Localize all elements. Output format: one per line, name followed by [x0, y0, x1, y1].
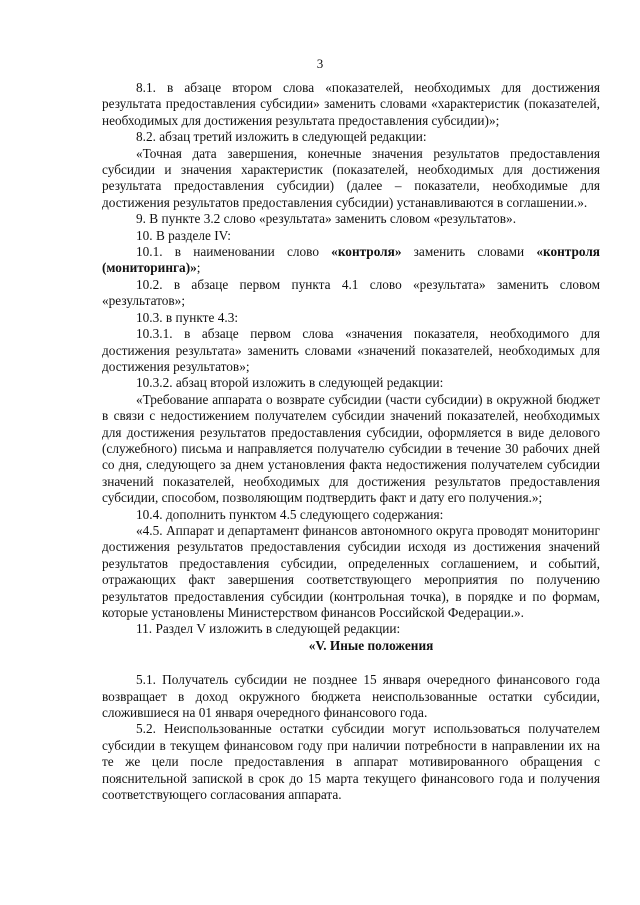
paragraph-5-1: 5.1. Получатель субсидии не позднее 15 января очередного финансового года возвращает в доход окружного бюджета неиспользованные остатки субсидии, сложившиеся на 01 января очередного финансового года.: [102, 672, 600, 721]
paragraph-8-1: 8.1. в абзаце втором слова «показателей, необходимых для достижения результата предоставления субсидии» заменить словами «характеристик (показателей, необходимых для достижения результата предоставления субсидии)»;: [102, 80, 600, 128]
paragraph-10-1: [102, 244, 600, 277]
document-body: [102, 80, 600, 803]
paragraph-8-2: 8.2. абзац третий изложить в следующей редакции:: [136, 129, 427, 145]
paragraph-10-4-quote: «4.5. Аппарат и департамент финансов автономного округа проводят мониторинг достижения результатов предоставления субсидии исходя из достижения значений результатов предоставления субсидии, определенных соглашением, и событий, отражающих факт завершения соответствующего мероприятия по получению результатов предоставления субсидии (контрольная точка), в порядке и по формам, которые установлены Министерством финансов Российской Федерации.».: [102, 522, 600, 620]
paragraph-5-2: 5.2. Неиспользованные остатки субсидии могут использоваться получателем субсидии в текущем финансовом году при наличии потребности в направлении их на те же цели после предоставления в аппарат мотивированного обращения с пояснительной запиской в срок до 15 марта текущего финансового года и получения соответствующего согласования аппарата.: [102, 721, 600, 803]
paragraph-9: 9. В пункте 3.2 слово «результата» заменить словом «результатов».: [136, 211, 517, 227]
p10-1-text-c: заменить словами: [401, 244, 537, 260]
paragraph-10-3-1: 10.3.1. в абзаце первом слова «значения показателя, необходимого для достижения результата» заменить словами «значений показателей, необходимых для достижения результатов»;: [102, 326, 600, 374]
paragraph-10-2: 10.2. в абзаце первом пункта 4.1 слово «результата» заменить словом «результатов»;: [102, 276, 600, 309]
p10-1-bold-kontrol: «контроля»: [331, 244, 402, 260]
paragraph-10-3: 10.3. в пункте 4.3:: [136, 309, 239, 325]
paragraph-11: 11. Раздел V изложить в следующей редакции:: [136, 621, 401, 637]
paragraph-10-4: 10.4. дополнить пунктом 4.5 следующего содержания:: [136, 506, 444, 522]
paragraph-10-3-2-quote: «Требование аппарата о возврате субсидии (части субсидии) в окружной бюджет в связи с недостижением получателем субсидии значений показателей, необходимых для достижения результатов предоставления субсидии, оформляется в виде делового (служебного) письма и направляется получателю субсидии в течение 30 рабочих дней со дня, следующего за днем установления факта недостижения получателем субсидии значений показателей, необходимых для достижения результатов предоставления субсидии, способом, позволяющим подтвердить факт и дату его получения.»;: [102, 391, 600, 506]
section-title-v: «V. Иные положения: [308, 637, 434, 653]
p10-1-bold-monitoring: «контроля (мониторинга)»: [102, 244, 600, 276]
p10-1-text-a: 10.1. в наименовании слово: [136, 244, 332, 260]
paragraph-10-3-2: 10.3.2. абзац второй изложить в следующей редакции:: [136, 375, 444, 391]
paragraph-8-2-quote: «Точная дата завершения, конечные значения результатов предоставления субсидии и значения характеристик (показателей, необходимых для достижения результата предоставления субсидии) (далее – показатели, необходимые для достижения результатов предоставления субсидии) устанавливаются в соглашении.».: [102, 145, 600, 210]
paragraph-10: 10. В разделе IV:: [136, 227, 231, 243]
page-number: 3: [316, 56, 324, 71]
p10-1-text-e: ;: [196, 260, 201, 276]
